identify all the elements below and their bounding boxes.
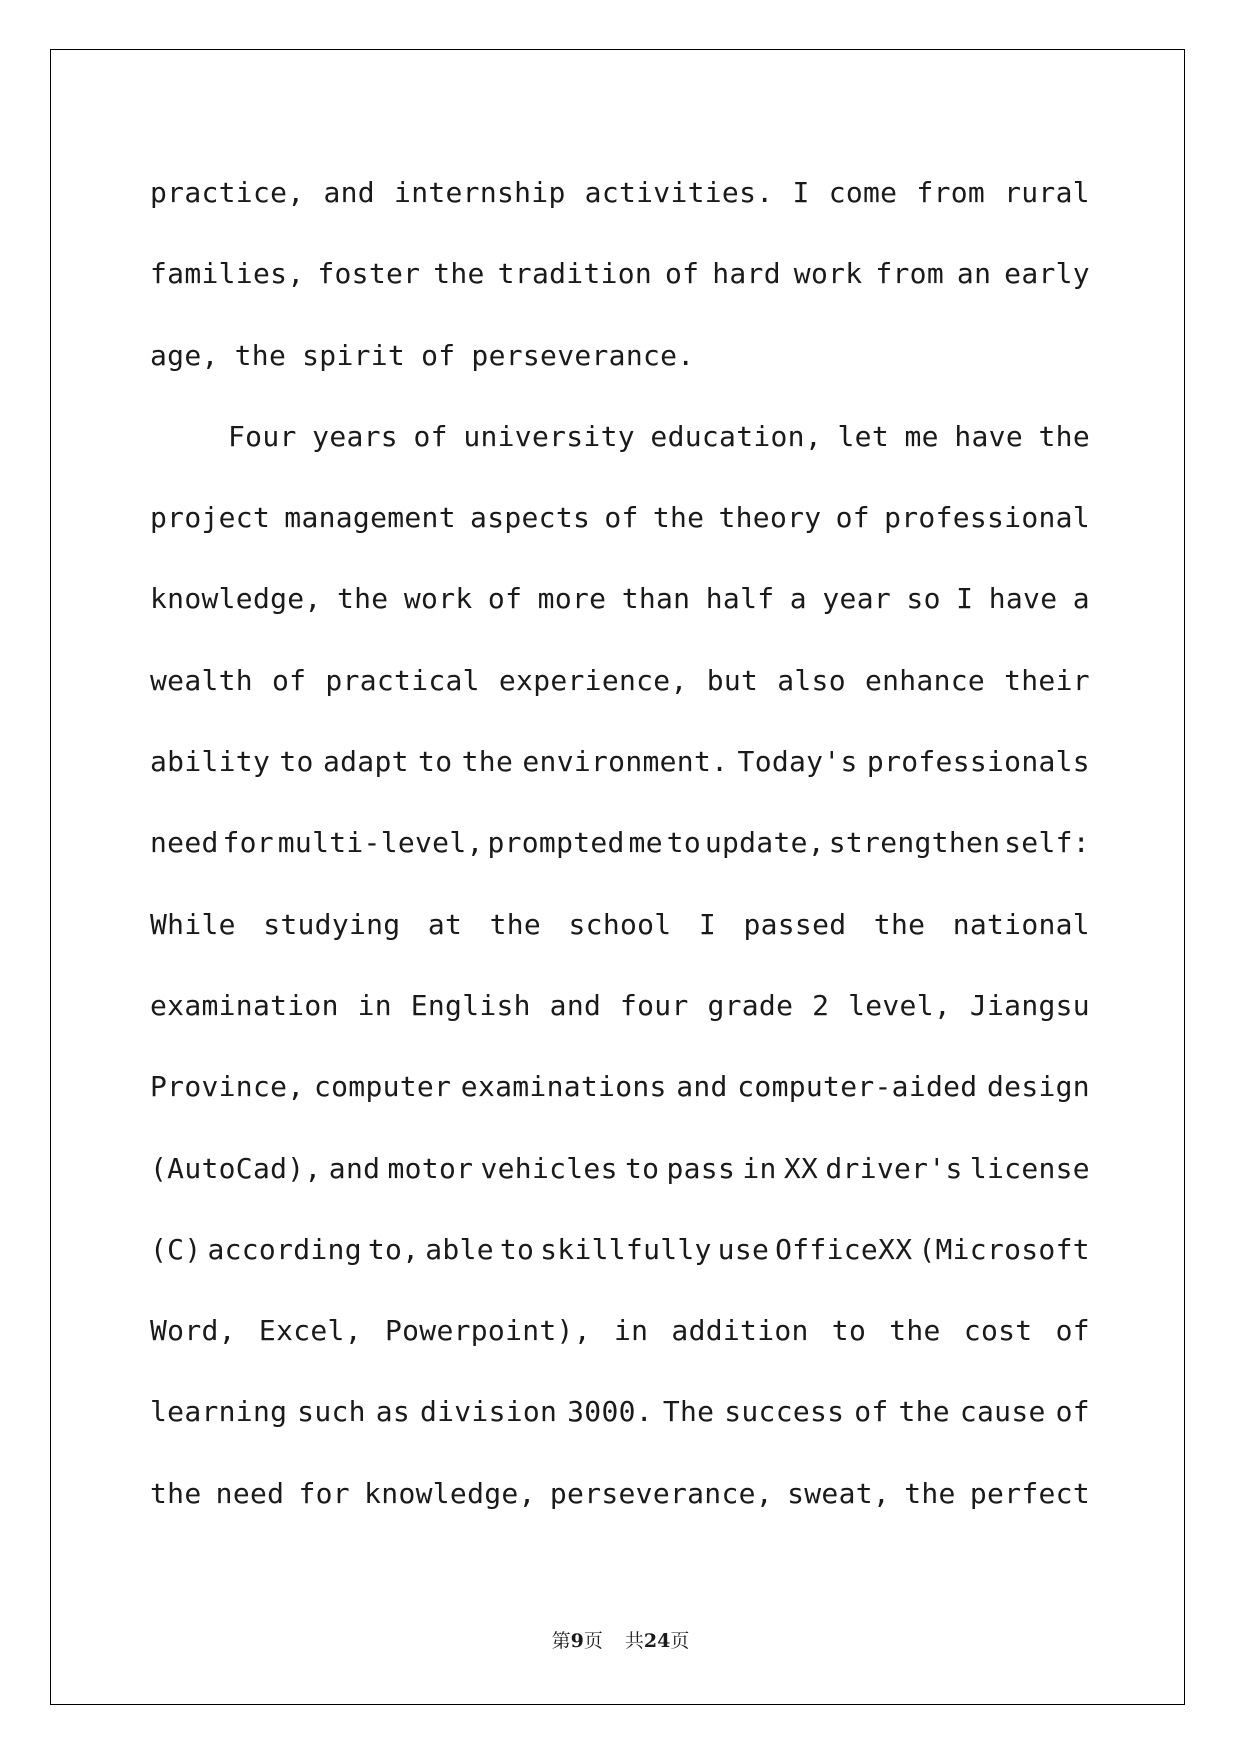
word: to, [367,1232,420,1266]
word: addition [671,1314,809,1348]
word: use [717,1232,770,1266]
word: activities. [584,176,774,209]
word: able [425,1232,494,1266]
word: enhance [864,663,986,697]
word: early [1004,257,1090,291]
word: wealth [150,663,253,697]
word: of [413,419,448,453]
word: the [652,501,705,535]
word: have [988,582,1058,616]
word: as [375,1395,411,1429]
text-line [150,1453,1090,1534]
word: computer-aided [737,1070,978,1104]
word: (AutoCad), [150,1151,322,1185]
word: for [222,826,274,860]
word: rural [1004,176,1090,209]
text-line [150,1371,1090,1452]
word: knowledge, [364,1476,536,1510]
word: learning [150,1395,288,1429]
word: four [619,988,689,1022]
word: and [676,1070,728,1104]
word: knowledge, [150,582,322,616]
text-line [150,1046,1090,1127]
word: computer [313,1070,452,1104]
word: (C) [150,1232,202,1266]
footer-total-suffix: 页 [670,1630,690,1652]
text-line [150,721,1090,802]
text-line [150,396,1090,477]
word: aspects [470,501,591,535]
word: OfficeXX [775,1232,913,1266]
word: of [1055,1314,1090,1348]
word: to [499,1232,535,1266]
word: the [873,907,926,941]
word: tradition [497,257,653,291]
word: and [549,988,602,1022]
word: I [956,582,974,616]
word: theory [718,501,822,535]
word: of [487,582,523,616]
word: so [906,582,941,616]
word: national [952,907,1090,941]
word: work [793,257,863,291]
word: perseverance. [471,338,695,372]
current-page-number: 9 [570,1630,584,1652]
text-line [150,640,1090,721]
word: Today's [737,745,858,779]
word: professionals [866,745,1090,779]
word: examination [150,988,339,1022]
text-line [150,965,1090,1046]
word: the [904,1476,956,1510]
text-line [150,1209,1090,1290]
word: project [150,501,271,535]
word: examinations [460,1070,667,1104]
word: (Microsoft [918,1232,1090,1266]
word: half [705,582,775,616]
word: of [272,663,307,697]
word: motor [387,1151,474,1185]
word: I [698,907,717,941]
word: management [284,501,456,535]
word: practice, [150,176,305,209]
word: cost [963,1314,1033,1348]
word: While [150,907,236,941]
word: year [822,582,892,616]
word: a [1072,582,1090,616]
word: vehicles [480,1151,618,1185]
text-line [150,152,1090,233]
word: Four [228,419,297,453]
word: age, [150,338,219,372]
word: me [628,826,663,860]
word: division [419,1395,558,1429]
word: experience, [498,663,688,697]
word: the [150,1476,202,1510]
word: from [875,257,944,291]
word: cause [959,1395,1046,1429]
word: internship [394,176,566,209]
word: in [742,1151,777,1185]
word: the [234,338,287,372]
word: more [537,582,607,616]
word: and [323,176,375,209]
word: Excel, [258,1314,362,1348]
word: the [1038,419,1090,453]
word: foster [317,257,421,291]
word: design [987,1070,1090,1104]
word: also [777,663,846,697]
text-line [150,558,1090,639]
text-line [150,233,1090,314]
word: the [433,257,485,291]
word: strengthen [828,826,1001,860]
word: to [666,826,701,860]
word: families, [150,257,305,291]
word: to [418,745,453,779]
word: the [461,745,514,779]
word: come [828,176,898,209]
word: of [421,338,456,372]
word: prompted [487,826,625,860]
word: self: [1004,826,1090,860]
word: multi-level, [277,826,484,860]
word: 2 [812,988,830,1022]
word: success [724,1395,845,1429]
word: practical [325,663,480,697]
word: the [889,1314,941,1348]
word: Word, [150,1314,236,1348]
text-line [150,1290,1090,1371]
word: I [792,176,810,209]
word: the [898,1395,950,1429]
total-pages-number: 24 [643,1630,671,1652]
word: The [662,1395,715,1429]
word: from [916,176,986,209]
word: Jiangsu [969,988,1090,1022]
word: work [403,582,473,616]
word: grade [707,988,794,1022]
word: to [279,745,314,779]
word: ability [150,745,271,779]
word: of [854,1395,889,1429]
text-line [150,802,1090,883]
word: perseverance, [549,1476,773,1510]
body-text [150,152,1090,1534]
word: of [664,257,700,291]
word: sweat, [787,1476,891,1510]
word: but [706,663,759,697]
word: the [489,907,542,941]
word: Powerpoint), [384,1314,591,1348]
word: than [621,582,691,616]
footer-prefix: 第 [551,1630,571,1652]
word: at [427,907,463,941]
word: of [835,501,870,535]
word: XX [783,1151,819,1185]
word: hard [712,257,781,291]
word: for [298,1476,350,1510]
word: in [613,1314,649,1348]
word: Province, [150,1070,305,1104]
word: professional [884,501,1090,535]
word: 3000. [567,1395,653,1429]
word: school [568,907,672,941]
word: license [969,1151,1090,1185]
word: the [336,582,389,616]
footer-page-word: 页 [583,1630,603,1652]
footer-total-prefix: 共 [624,1630,644,1652]
word: skillfully [540,1232,712,1266]
word: of [1055,1395,1090,1429]
word: English [410,988,531,1022]
word: perfect [969,1476,1090,1510]
word: according [207,1232,362,1266]
word: studying [263,907,401,941]
word: to [624,1151,660,1185]
word: need [150,826,219,860]
word: spirit [302,338,406,372]
word: education, [650,419,822,453]
word: such [297,1395,366,1429]
word: an [956,257,992,291]
word: let [837,419,889,453]
word: passed [743,907,847,941]
word: update, [704,826,825,860]
page-footer [0,1626,1241,1653]
word: need [215,1476,285,1510]
text-line [150,477,1090,558]
word: driver's [825,1151,963,1185]
text-line [150,884,1090,965]
word: of [604,501,639,535]
word: level, [848,988,952,1022]
text-line [150,315,1090,396]
word: years [312,419,398,453]
word: in [357,988,392,1022]
text-line [150,1128,1090,1209]
word: have [954,419,1023,453]
word: environment. [522,745,729,779]
word: and [328,1151,381,1185]
word: university [463,419,635,453]
word: a [789,582,807,616]
word: their [1004,663,1090,697]
word: adapt [322,745,409,779]
word: me [904,419,939,453]
word: pass [666,1151,736,1185]
word: to [831,1314,867,1348]
